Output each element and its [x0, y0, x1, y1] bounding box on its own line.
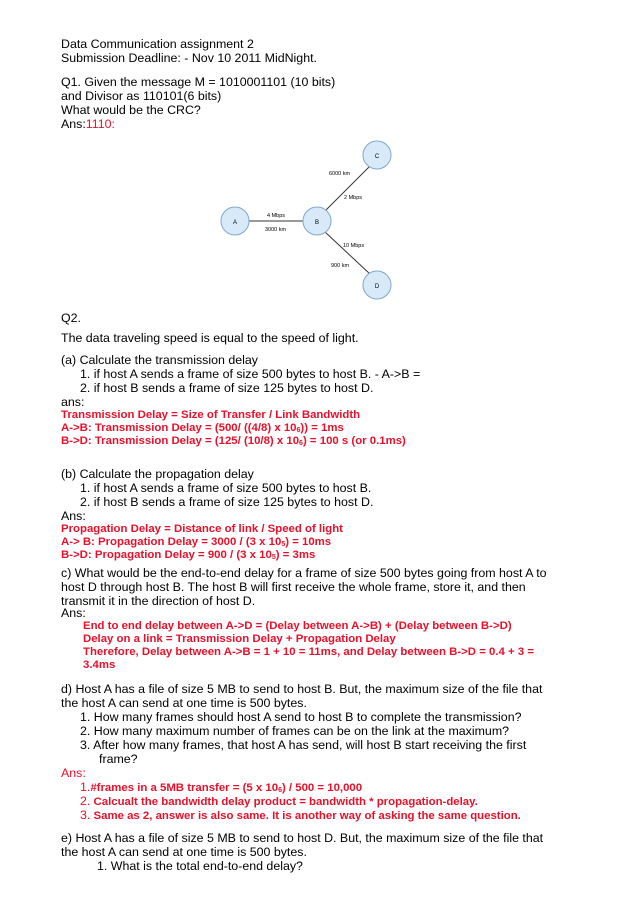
- q2d-line2: the host A can send at one time is 500 bytes.: [61, 696, 307, 710]
- q2d-ans2-num: 2.: [80, 794, 91, 808]
- q2d-ans3-text: Same as 2, answer is also same. It is another way of asking the same question.: [93, 810, 521, 822]
- q2d-ans1-num: 1.: [80, 780, 91, 794]
- q2b-ans2-text: A-> B: Propagation Delay = 3000 / (3 x 10: [61, 536, 282, 548]
- q2d-ans1-exp: 6: [278, 787, 282, 794]
- q2c-ans3: Therefore, Delay between A->B = 1 + 10 = 11ms, and Delay between B->D = 0.4 + 3 =: [83, 646, 534, 658]
- q2a-ans3-result: ) = 100 s (or 0.1ms): [302, 435, 406, 447]
- q2d-item2: 2. How many maximum number of frames can be on the link at the maximum?: [80, 724, 510, 738]
- q2e-item1: 1. What is the total end-to-end delay?: [97, 859, 303, 873]
- q2d-item3: 3. After how many frames, that host A has send, will host B start receiving the first: [80, 738, 527, 752]
- q2b-ans2-exp: 5: [281, 541, 286, 548]
- q2c-line3: transmit it in the direction of host D.: [61, 594, 256, 608]
- q2a-ans2-text: A->B: Transmission Delay = (500/ ((4/8) x 10: [61, 422, 297, 434]
- q2-label: Q2.: [61, 311, 81, 325]
- q2-intro: The data traveling speed is equal to the speed of light.: [61, 331, 359, 345]
- link-bc-dist: 6000 km: [329, 171, 351, 177]
- q2a-ans-label: ans:: [61, 395, 85, 409]
- q2d-item1: 1. How many frames should host A send to host B to complete the transmission?: [80, 710, 522, 724]
- q2b-ans3-exp: 5: [271, 554, 276, 561]
- q2b-item2: 2. if host B sends a frame of size 125 bytes to host D.: [80, 495, 374, 509]
- q2e-line2: the host A can send at one time is 500 bytes.: [61, 845, 307, 859]
- link-bd-dist: 900 km: [331, 263, 350, 269]
- q2c-line1: c) What would be the end-to-end delay for a frame of size 500 bytes going from host A to: [61, 566, 547, 580]
- q2d-ans3-num: 3.: [80, 808, 91, 822]
- q2a-title: (a) Calculate the transmission delay: [61, 353, 258, 367]
- q2d-ans-label: Ans:: [61, 766, 86, 780]
- q2a-ans3: [61, 434, 406, 451]
- q2a-ans2-exp: 6: [296, 427, 301, 434]
- q1-ans-value: 1110:: [85, 117, 115, 131]
- link-ab-dist: 3000 km: [265, 227, 287, 233]
- q2a-ans3-text: B->D: Transmission Delay = (125/ (10/8) x 10: [61, 435, 300, 447]
- q1-ans-label: Ans:: [61, 117, 86, 131]
- document-title: Data Communication assignment 2: [61, 37, 254, 51]
- q2b-item1: 1. if host A sends a frame of size 500 bytes to host B.: [80, 481, 372, 495]
- submission-deadline: Submission Deadline: - Nov 10 2011 MidNight.: [61, 51, 317, 65]
- q2a-ans1: Transmission Delay = Size of Transfer / Link Bandwidth: [61, 409, 361, 421]
- q2b-ans3-result: ) = 3ms: [275, 549, 316, 561]
- q2c-line2: host D through host B. The host B will first receive the whole frame, store it, and then: [61, 580, 526, 594]
- q2a-item2: 2. if host B sends a frame of size 125 bytes to host D.: [80, 381, 374, 395]
- q2b-ans3-text: B->D: Propagation Delay = 900 / (3 x 10: [61, 549, 272, 561]
- q1-line2: and Divisor as 110101(6 bits): [61, 89, 222, 103]
- link-bd-rate: 10 Mbps: [343, 243, 365, 249]
- node-a-label: A: [232, 220, 238, 226]
- network-diagram: [0, 0, 638, 310]
- node-d-label: D: [374, 284, 380, 290]
- link-bc-rate: 2 Mbps: [344, 195, 363, 201]
- q2d-line1: d) Host A has a file of size 5 MB to send to host B. But, the maximum size of the file that: [61, 682, 543, 696]
- q2e-line1: e) Host A has a file of size 5 MB to send to host D. But, the maximum size of the file that: [61, 831, 544, 845]
- q2c-ans2: Delay on a link = Transmission Delay + Propagation Delay: [83, 633, 396, 645]
- q1-line3: What would be the CRC?: [61, 103, 201, 117]
- q2d-ans3: [80, 808, 521, 823]
- q2a-item1: 1. if host A sends a frame of size 500 bytes to host B. - A->B =: [80, 367, 421, 381]
- q2d-ans1-result: ) / 500 = 10,000: [281, 782, 363, 794]
- q2a-ans3-exp: 6: [299, 440, 303, 447]
- q1-line1: Q1. Given the message M = 1010001101 (10 bits): [61, 75, 336, 89]
- q2d-ans2-text: Calcualt the bandwidth delay product = bandwidth * propagation-delay.: [93, 796, 478, 808]
- q2d-ans2: [80, 794, 478, 809]
- q2b-ans2-result: ) = 10ms: [285, 536, 332, 548]
- q2a-ans2-result: )) = 1ms: [300, 422, 344, 434]
- node-b-label: B: [314, 220, 320, 226]
- q2b-ans3: [61, 548, 315, 565]
- q2c-ans4: 3.4ms: [83, 659, 116, 671]
- q2d-item3-cont: frame?: [99, 752, 138, 766]
- q2d-ans1-text: #frames in a 5MB transfer = (5 x 10: [90, 782, 279, 794]
- q2b-ans1: Propagation Delay = Distance of link / Speed of light: [61, 523, 343, 535]
- q2b-ans-label: Ans:: [61, 509, 86, 523]
- link-ab-rate: 4 Mbps: [267, 213, 286, 219]
- q2c-ans1: End to end delay between A->D = (Delay between A->B) + (Delay between B->D): [83, 620, 512, 632]
- q2c-ans-label: Ans:: [61, 606, 86, 620]
- q2b-title: (b) Calculate the propagation delay: [61, 467, 254, 481]
- node-c-label: C: [374, 154, 380, 160]
